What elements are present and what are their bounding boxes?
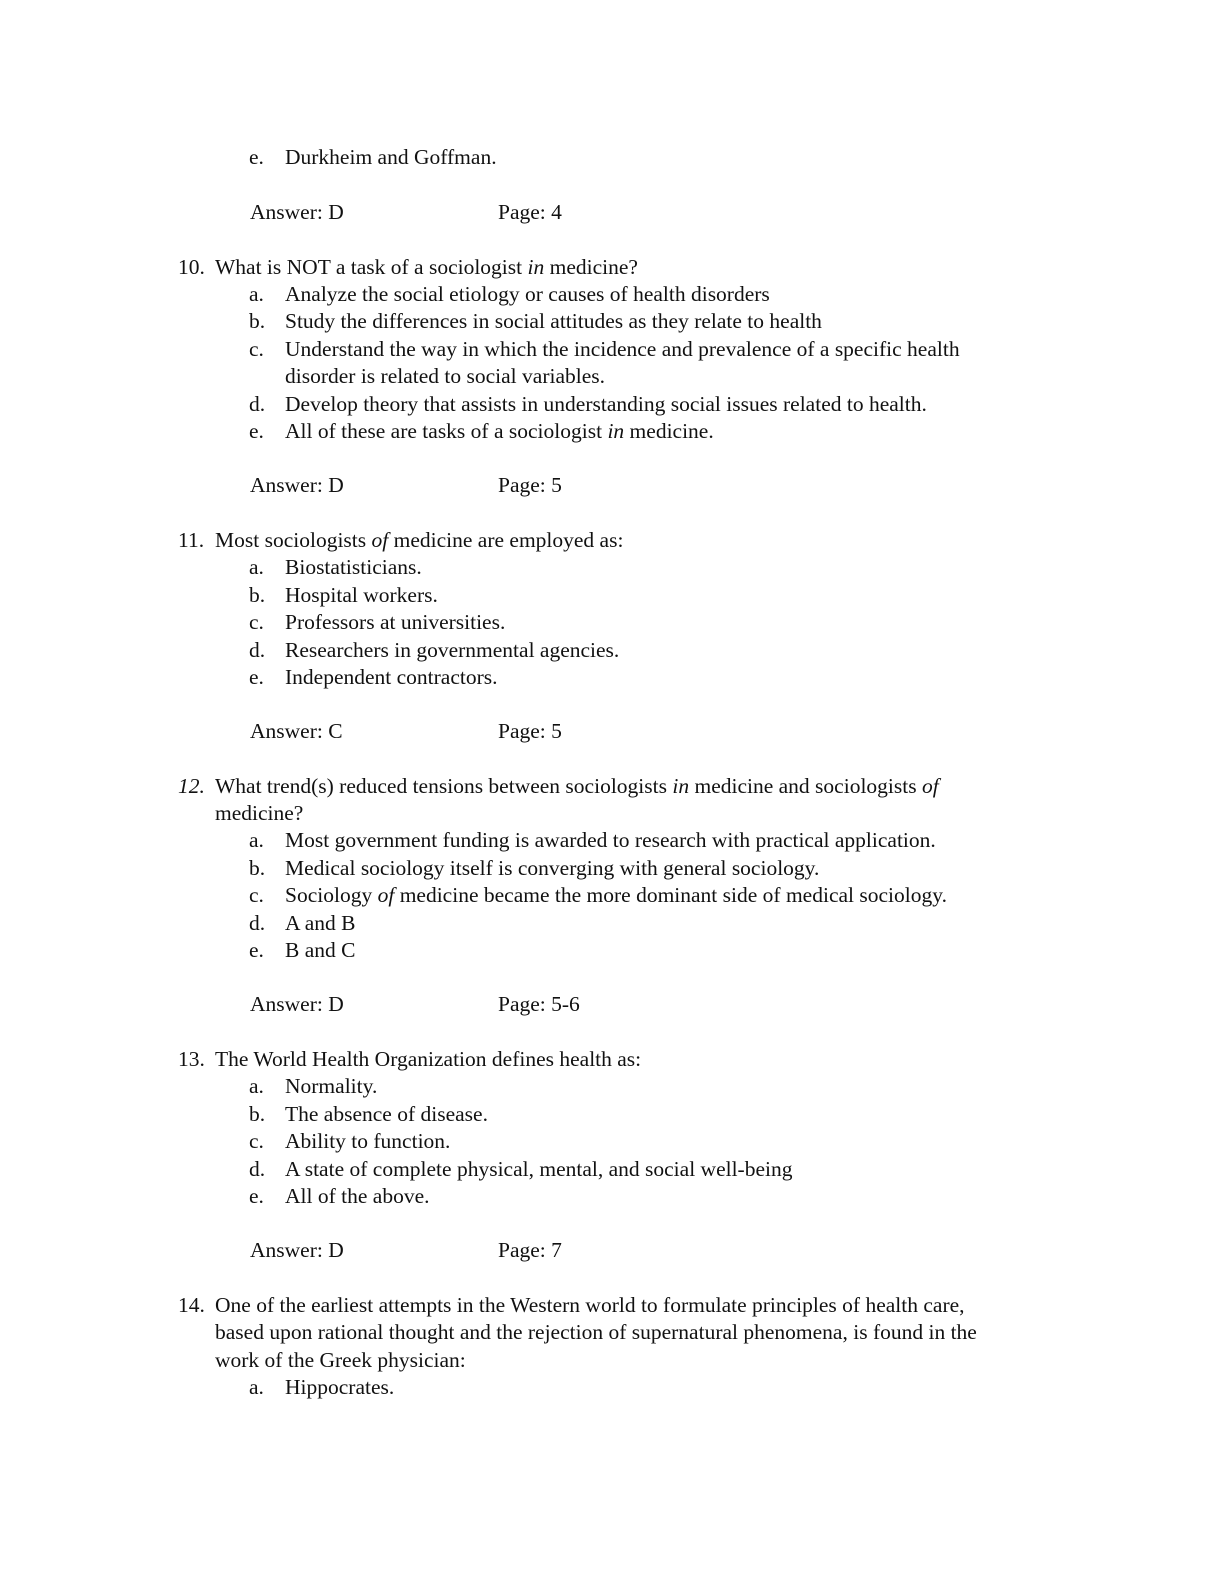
option-letter: b.: [249, 309, 266, 333]
page-reference: Page: 5: [498, 719, 562, 743]
option-text: Study the differences in social attitudes as they relate to health: [285, 309, 822, 333]
question-number: 12.: [178, 774, 205, 798]
option-text: Normality.: [285, 1074, 378, 1098]
question-stem: The World Health Organization defines health as:: [215, 1047, 642, 1071]
page-reference: Page: 5: [498, 473, 562, 497]
option-text: Professors at universities.: [285, 610, 506, 634]
option-letter: e.: [249, 419, 264, 443]
option-letter: e.: [249, 938, 264, 962]
option-letter: b.: [249, 856, 266, 880]
option-letter: b.: [249, 1102, 266, 1126]
option-text: A and B: [285, 911, 356, 935]
answer-label: Answer: D: [250, 1238, 344, 1262]
option-text: Biostatisticians.: [285, 555, 422, 579]
option-letter: d.: [249, 638, 266, 662]
question-number: 11.: [178, 528, 205, 552]
option-text: All of these are tasks of a sociologist in medicine.: [285, 419, 714, 443]
question-number: 10.: [178, 255, 205, 279]
option-letter: d.: [249, 1157, 266, 1181]
question-number: 14.: [178, 1293, 205, 1317]
option-text: Hospital workers.: [285, 583, 438, 607]
option-text: Independent contractors.: [285, 665, 498, 689]
option-letter: d.: [249, 392, 266, 416]
option-text: The absence of disease.: [285, 1102, 488, 1126]
answer-label: Answer: D: [250, 473, 344, 497]
option-text: Develop theory that assists in understanding social issues related to health.: [285, 392, 927, 416]
option-letter: d.: [249, 911, 266, 935]
option-text-continued: disorder is related to social variables.: [285, 364, 606, 388]
option-text: A state of complete physical, mental, and social well-being: [285, 1157, 793, 1181]
question-number: 13.: [178, 1047, 205, 1071]
option-text: All of the above.: [285, 1184, 430, 1208]
option-letter: e.: [249, 665, 264, 689]
option-letter: c.: [249, 337, 264, 361]
question-stem-continued: medicine?: [215, 801, 304, 825]
option-letter: e.: [249, 145, 264, 169]
question-stem: Most sociologists of medicine are employed as:: [215, 528, 624, 552]
option-text: Sociology of medicine became the more dominant side of medical sociology.: [285, 883, 947, 907]
option-letter: a.: [249, 1074, 264, 1098]
option-letter: e.: [249, 1184, 264, 1208]
option-text: Understand the way in which the incidence and prevalence of a specific health: [285, 337, 960, 361]
question-stem: One of the earliest attempts in the Western world to formulate principles of health care,: [215, 1293, 965, 1317]
option-letter: a.: [249, 555, 264, 579]
page-reference: Page: 4: [498, 200, 562, 224]
option-letter: c.: [249, 883, 264, 907]
option-text: Researchers in governmental agencies.: [285, 638, 620, 662]
option-text: Ability to function.: [285, 1129, 451, 1153]
option-text: B and C: [285, 938, 356, 962]
question-stem-continued: based upon rational thought and the rejection of supernatural phenomena, is found in the: [215, 1320, 977, 1344]
option-letter: b.: [249, 583, 266, 607]
page-reference: Page: 5-6: [498, 992, 580, 1016]
option-letter: a.: [249, 282, 264, 306]
option-letter: a.: [249, 1375, 264, 1399]
answer-label: Answer: D: [250, 200, 344, 224]
option-text: Durkheim and Goffman.: [285, 145, 497, 169]
option-text: Hippocrates.: [285, 1375, 395, 1399]
option-letter: a.: [249, 828, 264, 852]
question-stem: What trend(s) reduced tensions between sociologists in medicine and sociologists of: [215, 774, 939, 798]
page-reference: Page: 7: [498, 1238, 562, 1262]
option-letter: c.: [249, 610, 264, 634]
question-stem-continued: work of the Greek physician:: [215, 1348, 466, 1372]
option-text: Most government funding is awarded to research with practical application.: [285, 828, 936, 852]
answer-label: Answer: C: [250, 719, 343, 743]
question-stem: What is NOT a task of a sociologist in medicine?: [215, 255, 638, 279]
option-letter: c.: [249, 1129, 264, 1153]
option-text: Analyze the social etiology or causes of health disorders: [285, 282, 770, 306]
answer-label: Answer: D: [250, 992, 344, 1016]
option-text: Medical sociology itself is converging with general sociology.: [285, 856, 820, 880]
